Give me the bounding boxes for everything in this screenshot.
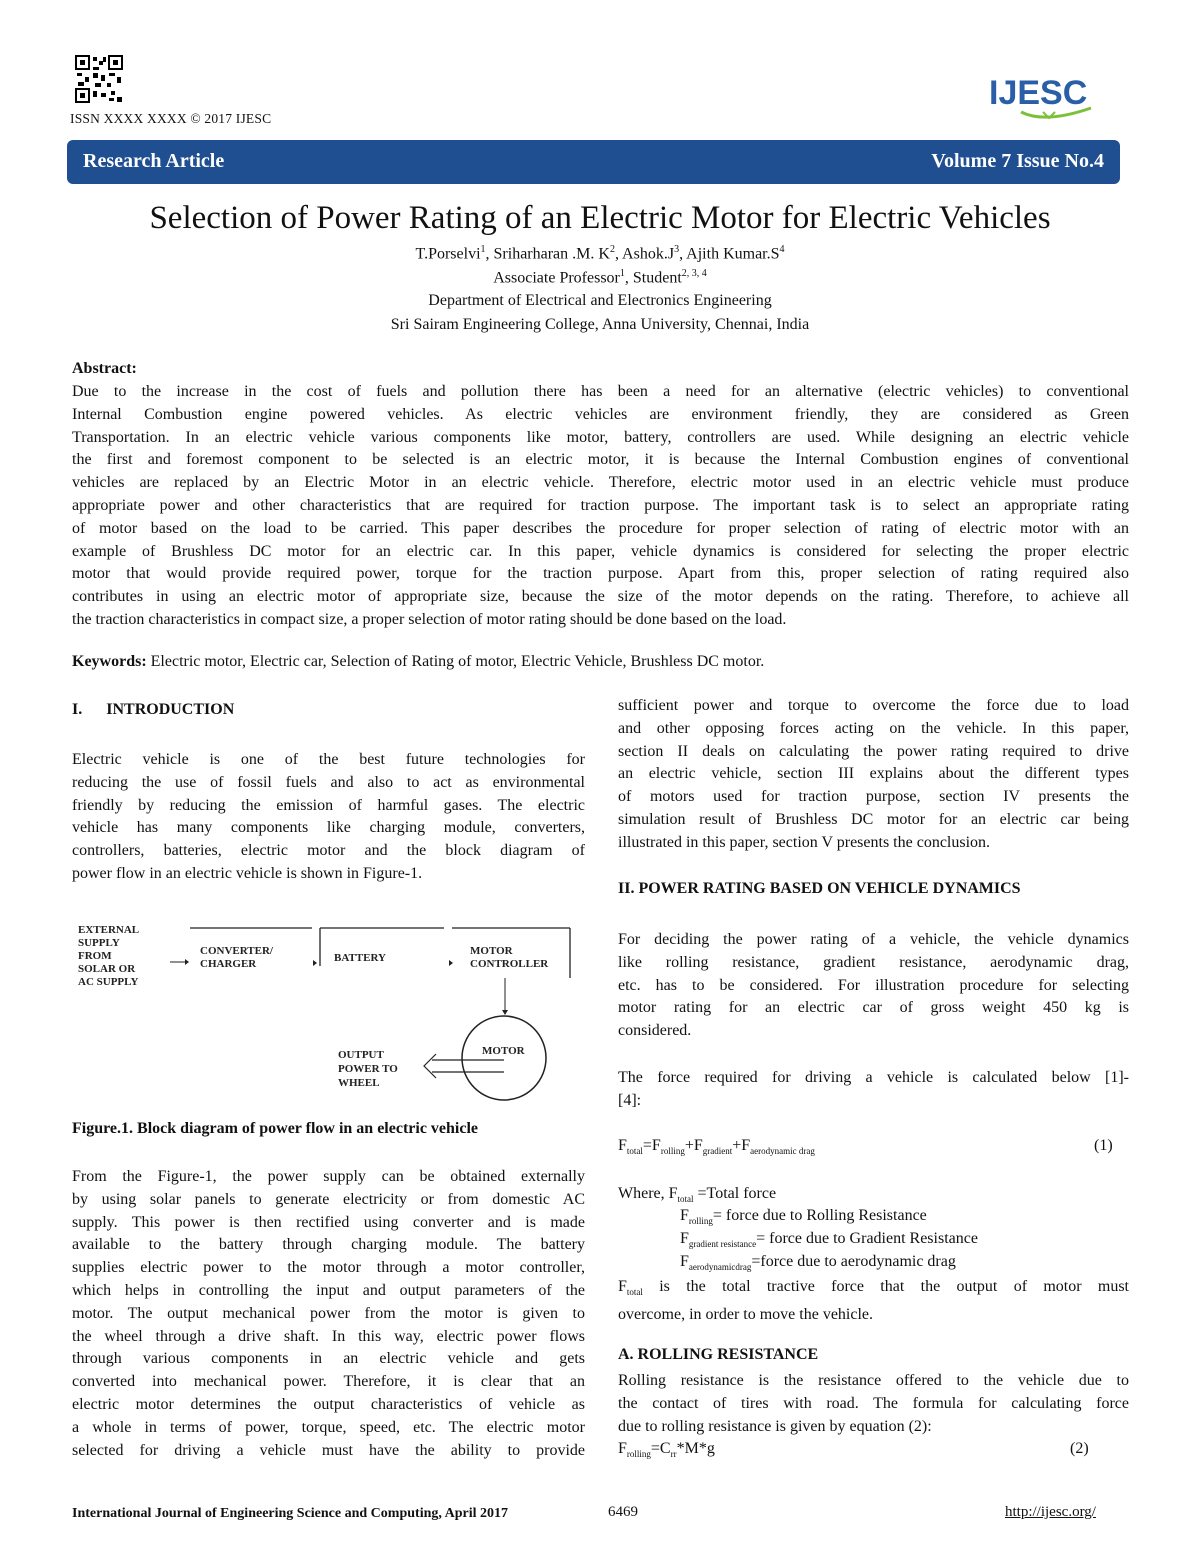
abstract-body: Due to the increase in the cost of fuels and pollution there has been a need for an alternative (electric vehicles) to conventional Internal Combustion engine powered vehicles. As electric vehicles are environment friendly, they are considered as Green Transportation. In an electric vehicle various components like motor, battery, controllers are used. While designing an electric vehicle the first and foremost component to be selected is an electric motor, it is because the Internal Combustion engines of conventional vehicles are replaced by an Electric Motor in an electric vehicle. Therefore, electric motor used in an electric vehicle must produce appropriate power and other characteristics that are required for traction purpose. The important task is to select an appropriate rating of motor based on the load to be carried. This paper describes the procedure for proper selection of rating of electric motor with an example of Brushless DC motor for an electric car. In this paper, vehicle dynamics is considered for selecting the proper electric motor that would provide required power, torque for the traction purpose. Apart from this, proper selection of rating required also contributes in using an electric motor of appropriate size, because the size of the motor depends on the rating. Therefore, to achieve all the traction characteristics in compact size, a proper selection of motor rating should be done based on the load.	[72, 383, 1129, 628]
department: Department of Electrical and Electronics Engineering	[428, 292, 772, 309]
where-gradient: $F_{gradient resistance}=$ force due to Gradient Resistance	[680, 1230, 978, 1250]
external-supply-label	[78, 924, 139, 988]
abstract-heading: Abstract:	[72, 360, 137, 377]
where-aero: $F_{aerodynamicdrag}=force$ due to aerodynamic drag	[680, 1253, 956, 1273]
output-arrow-icon	[424, 1054, 436, 1078]
svg-text:SUPPLY: SUPPLY	[78, 937, 120, 949]
svg-text:FROM: FROM	[78, 950, 112, 962]
intro-continued: sufficient power and torque to overcome the force due to load and other opposing forces acting on the vehicle. In this paper, section II deals on calculating the power rating required to drive an electric vehicle, section III explains about the different types of motors used for traction purpose, section IV presents the simulation result of Brushless DC motor for an electric car being illustrated in this paper, section V presents the conclusion.	[618, 697, 1129, 851]
force-intro: The force required for driving a vehicle is calculated below [1]- [4]:	[618, 1069, 1129, 1109]
paper-title: Selection of Power Rating of an Electric Motor for Electric Vehicles	[149, 200, 1051, 236]
controller-label	[470, 945, 549, 970]
logo-text: IJESC	[989, 74, 1088, 112]
svg-text:EXTERNAL: EXTERNAL	[78, 924, 140, 936]
section-a-heading: A. ROLLING RESISTANCE	[618, 1346, 819, 1363]
figure-discussion: From the Figure-1, the power supply can be obtained externally by using solar panels to generate electricity or from domestic AC supply. This power is then rectified using converter and is made available to the battery through charging module. The battery supplies electric power to the motor through a motor controller, which helps in controlling the input and output parameters of the motor. The output mechanical power from the motor is given to the wheel through a drive shaft. In this way, electric power flows through various components in an electric vehicle and gets converted into mechanical power. Therefore, it is clear that an electric motor determines the output characteristics of vehicle as a whole in terms of power, torque, speed, etc. The electric motor selected for driving a vehicle must have the ability to provide	[72, 1168, 585, 1459]
rolling-paragraph: Rolling resistance is the resistance offered to the vehicle due to the contact of tires with road. The formula for calculating force due to rolling resistance is given by equation (2):	[618, 1372, 1129, 1435]
section2-paragraph: For deciding the power rating of a vehicle, the vehicle dynamics like rolling resistance, gradient resistance, aerodynamic drag, etc. has to be considered. For illustration procedure for selecting motor rating for an electric car of gross weight 450 kg is considered.	[618, 931, 1129, 1040]
svg-text:WHEEL: WHEEL	[338, 1077, 380, 1089]
output-label	[338, 1049, 398, 1089]
footer-page-number: 6469	[608, 1504, 638, 1520]
author-line: T.Porselvi$^1$, Sriharharan .M. $K^2$, $Ashok.J^3$, Ajith $Kumar.S^4$	[415, 244, 785, 263]
section2-heading: II. POWER RATING BASED ON VEHICLE DYNAMICS	[618, 880, 1021, 897]
svg-text:SOLAR OR: SOLAR OR	[78, 963, 136, 975]
intro-paragraph: Electric vehicle is one of the best future technologies for reducing the use of fossil fuels and also to act as environmental friendly by reducing the emission of harmful gases. The electric vehicle has many components like charging module, converters, controllers, batteries, electric motor and the block diagram of power flow in an electric vehicle is shown in Figure-1.	[72, 751, 585, 882]
converter-label	[200, 945, 274, 970]
footer-journal: International Journal of Engineering Science and Computing, April 2017	[72, 1506, 508, 1521]
equation-1: $F_{total}=F_{rolling}+F_{gradient}+F_{aerodynamic drag}$	[618, 1137, 815, 1157]
svg-text:OUTPUT: OUTPUT	[338, 1049, 384, 1061]
svg-text:MOTOR: MOTOR	[470, 945, 513, 957]
svg-text:CONTROLLER: CONTROLLER	[470, 958, 549, 970]
banner-article-type: Research Article	[83, 150, 225, 172]
college: Sri Sairam Engineering College, Anna University, Chennai, India	[390, 316, 810, 333]
svg-text:POWER TO: POWER TO	[338, 1063, 398, 1075]
issn-text: ISSN XXXX XXXX © 2017 IJESC	[70, 111, 272, 126]
svg-text:AC SUPPLY: AC SUPPLY	[78, 976, 139, 988]
where-total: Where, $F_{total}$ =Total force	[618, 1185, 777, 1205]
ijesc-logo	[985, 68, 1105, 126]
qr-code-icon	[75, 55, 123, 103]
footer-url-link[interactable]: http://ijesc.org/	[1005, 1504, 1096, 1520]
banner-volume: Volume 7 Issue No.4	[931, 150, 1104, 172]
equation-1-number: (1)	[1094, 1137, 1113, 1154]
figure-caption: Figure.1. Block diagram of power flow in an electric vehicle	[72, 1120, 479, 1137]
battery-label: BATTERY	[334, 952, 386, 964]
svg-text:CONVERTER/: CONVERTER/	[200, 945, 273, 957]
motor-circle	[462, 1016, 546, 1100]
equation-2: $F_{rolling}=C_{rr}*M*g$	[618, 1440, 715, 1460]
article-banner	[67, 140, 1120, 184]
author-roles: Associate Professor$^1$, Student$^{2, 3, 4}$	[493, 268, 707, 287]
equation-2-number: (2)	[1070, 1440, 1089, 1457]
motor-label: MOTOR	[482, 1045, 525, 1057]
where-rolling: $F_{rolling}=$ force due to Rolling Resistance	[680, 1207, 927, 1227]
intro-heading: I. INTRODUCTION	[72, 701, 235, 718]
svg-text:CHARGER: CHARGER	[200, 958, 257, 970]
keywords: Keywords: Electric motor, Electric car, Selection of Rating of motor, Electric Vehicle, Brushless DC motor.	[72, 653, 765, 670]
ftotal-explanation: $F_{total}$ is the total tractive force that the output of motor must overcome, in order to move the vehicle.	[618, 1278, 1129, 1323]
block-diagram	[72, 920, 582, 1110]
